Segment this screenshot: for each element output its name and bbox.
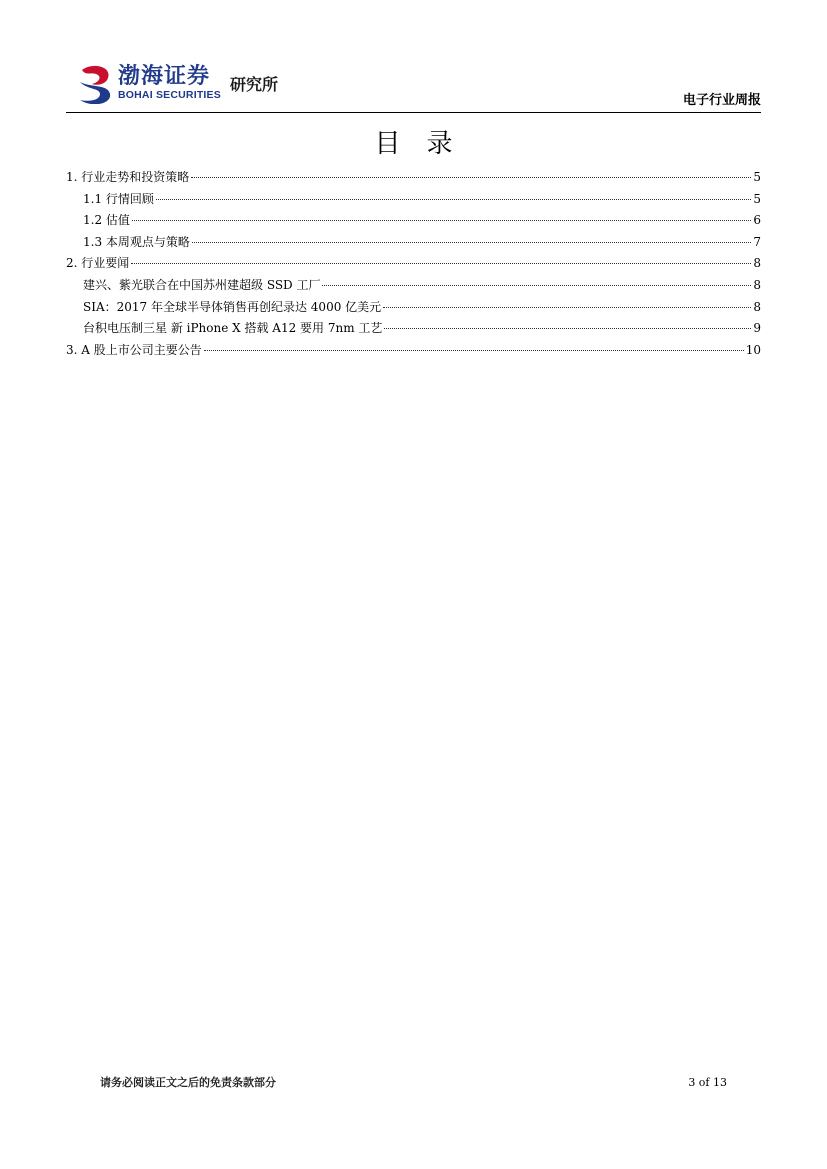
toc-entry-label[interactable]: 台积电压制三星 新 iPhone X 搭载 A12 要用 7nm 工艺 xyxy=(83,321,383,336)
disclaimer-note: 请务必阅读正文之后的免责条款部分 xyxy=(100,1076,276,1089)
toc-entry-label[interactable]: 1.1 行情回顾 xyxy=(83,191,154,206)
toc-entry-label[interactable]: SIA：2017 年全球半导体销售再创纪录达 4000 亿美元 xyxy=(83,299,382,314)
toc-dot-leader xyxy=(204,350,744,351)
toc-entry-page[interactable]: 5 xyxy=(753,170,761,184)
toc-entry-page[interactable]: 8 xyxy=(753,256,761,271)
toc-dot-leader xyxy=(192,242,751,243)
toc-dot-leader xyxy=(131,263,751,264)
toc-entry-label[interactable]: 3. A 股上市公司主要公告 xyxy=(66,342,202,357)
logo-english-name: BOHAI SECURITIES xyxy=(118,89,221,101)
toc-entry-page[interactable]: 7 xyxy=(753,234,761,249)
toc-entry[interactable] xyxy=(66,232,761,254)
report-type-label: 电子行业周报 xyxy=(682,93,761,108)
toc-entry-label[interactable]: 1.2 估值 xyxy=(83,213,130,228)
toc-entry-label[interactable]: 1.3 本周观点与策略 xyxy=(83,234,190,249)
toc-entry-page[interactable]: 8 xyxy=(753,299,761,314)
toc-entry[interactable] xyxy=(66,210,761,232)
toc-entry[interactable] xyxy=(66,297,761,319)
toc-entry[interactable] xyxy=(66,340,761,362)
page-indicator: 3 of 13 xyxy=(688,1076,727,1089)
bohai-logo-icon xyxy=(78,64,114,104)
toc-entry[interactable] xyxy=(66,318,761,340)
toc-entry[interactable] xyxy=(66,253,761,275)
toc-dot-leader xyxy=(156,199,751,200)
logo-subtitle: 研究所 xyxy=(230,75,279,94)
toc-dot-leader xyxy=(322,285,751,286)
toc-dot-leader xyxy=(383,307,751,308)
toc-entry[interactable] xyxy=(66,189,761,211)
toc-entry-label[interactable]: 建兴、紫光联合在中国苏州建超级 SSD 工厂 xyxy=(83,277,321,292)
toc-entry-page[interactable]: 9 xyxy=(753,321,761,336)
toc-dot-leader xyxy=(132,220,751,221)
toc-entry-page[interactable]: 6 xyxy=(753,213,761,228)
page-title: 目录 xyxy=(374,129,479,159)
logo-chinese-name: 渤海证券 xyxy=(118,63,211,89)
toc-dot-leader xyxy=(191,177,751,178)
header-divider xyxy=(66,112,761,113)
toc-dot-leader xyxy=(384,328,751,329)
toc-entry[interactable] xyxy=(66,167,761,189)
toc-entry[interactable] xyxy=(66,275,761,297)
toc-entry-page[interactable]: 8 xyxy=(753,277,761,292)
toc-entry-label[interactable]: 1. 行业走势和投资策略 xyxy=(66,170,190,184)
toc-entry-page[interactable]: 5 xyxy=(753,191,761,206)
toc-entry-page[interactable]: 10 xyxy=(745,342,761,357)
toc-entry-label[interactable]: 2. 行业要闻 xyxy=(66,256,130,271)
table-of-contents xyxy=(66,167,761,361)
